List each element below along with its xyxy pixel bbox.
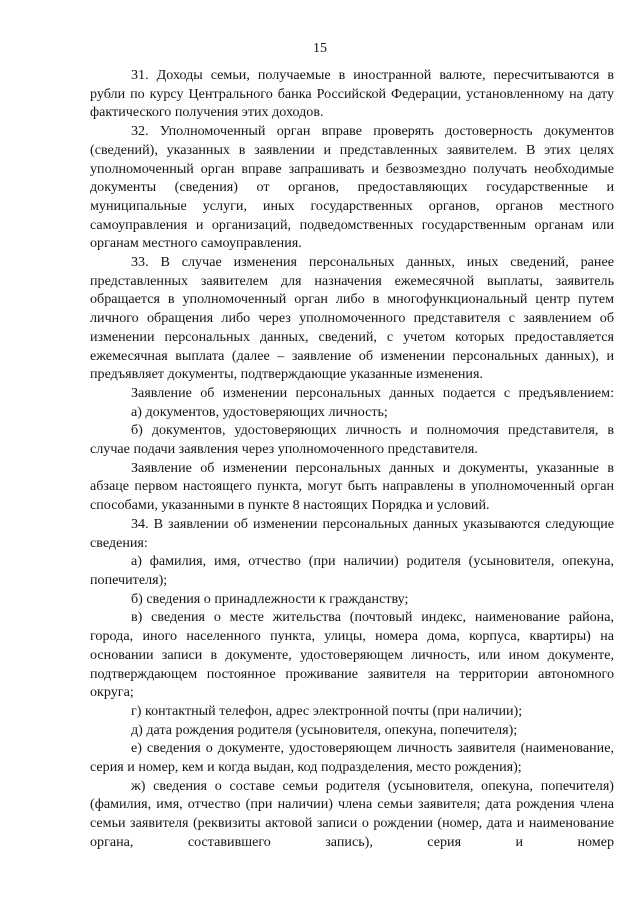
paragraph-34: 34. В заявлении об изменении персональных данных указываются следующие сведения:	[90, 515, 614, 551]
paragraph-33-item-a: а) документов, удостоверяющих личность;	[131, 403, 388, 420]
paragraph-34-item-v: в) сведения о месте жительства (почтовый индекс, наименование района, города, иного населенного пункта, улицы, номера дома, корпуса, квартиры) на основании записи в документе, удостоверяющем личность, или ином документе, подтверждающем постоянное проживание заявителя на территории автономного округа;	[90, 609, 614, 701]
paragraph-34-item-e: е) сведения о документе, удостоверяющем личность заявителя (наименование, серия и номер, кем и когда выдан, код подразделения, место рождения);	[90, 740, 614, 776]
paragraph-32: 32. Уполномоченный орган вправе проверять достоверность документов (сведений), указанных в заявлении и представленных заявителем. В этих целях уполномоченный орган вправе запрашивать и безвозмездно получать необходимые документы (сведения) от органов, предоставляющих государственные и муниципальные услуги, иных государственных органов, органов местного самоуправления и организаций, подведомственных государственным органам или органам местного самоуправления.	[90, 123, 614, 252]
paragraph-34-item-g: г) контактный телефон, адрес электронной почты (при наличии);	[131, 702, 523, 719]
paragraph-34-item-d: д) дата рождения родителя (усыновителя, опекуна, попечителя);	[131, 721, 518, 738]
paragraph-34-item-a: а) фамилия, имя, отчество (при наличии) родителя (усыновителя, опекуна, попечителя);	[90, 553, 614, 588]
page-number: 15	[313, 41, 327, 56]
paragraph-33-application-intro: Заявление об изменении персональных данных подается с предъявлением:	[131, 384, 614, 401]
paragraph-34-item-b: б) сведения о принадлежности к гражданству;	[131, 590, 409, 607]
document-body	[90, 66, 614, 852]
paragraph-33-submission: Заявление об изменении персональных данных и документы, указанные в абзаце первом настоящего пункта, могут быть направлены в уполномоченный орган способами, указанными в пункте 8 настоящих Порядка и условий.	[90, 459, 614, 514]
paragraph-34-item-zh: ж) сведения о составе семьи родителя (усыновителя, опекуна, попечителя) (фамилия, имя, отчество (при наличии) члена семьи заявителя; дата рождения члена семьи заявителя (реквизиты актовой записи о рождении (номер, дата и наименование органа, составившего запись), серия и номер	[90, 777, 614, 850]
paragraph-31: 31. Доходы семьи, получаемые в иностранной валюте, пересчитываются в рубли по курсу Центрального банка Российской Федерации, установленному на дату фактического получения этих доходов.	[90, 67, 614, 121]
paragraph-33-item-b: б) документов, удостоверяющих личность и полномочия представителя, в случае подачи заявления через уполномоченного представителя.	[90, 422, 614, 458]
paragraph-33: 33. В случае изменения персональных данных, иных сведений, ранее представленных заявителем для назначения ежемесячной выплаты, заявитель обращается в уполномоченный орган либо в многофункциональный центр путем личного обращения либо через уполномоченного представителя с заявлением об изменении персональных данных, сведений, с учетом которых предоставляется ежемесячная выплата (далее – заявление об изменении персональных данных), и предъявляет документы, подтверждающие указанные изменения.	[90, 254, 614, 383]
